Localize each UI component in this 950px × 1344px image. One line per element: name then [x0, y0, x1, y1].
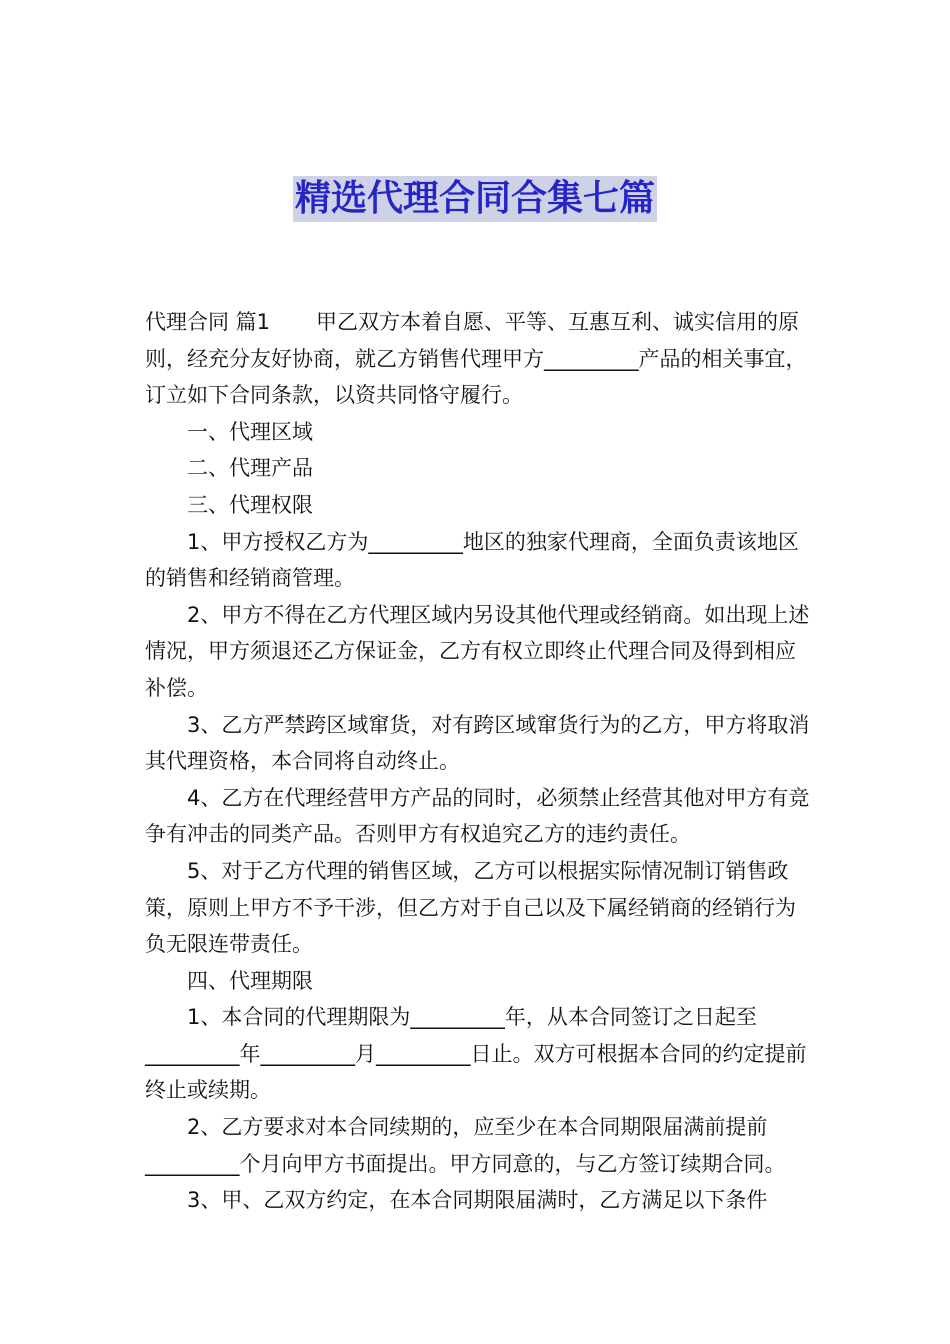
term-clause-3: 3、甲、乙双方约定，在本合同期限届满时，乙方满足以下条件 [187, 1188, 768, 1213]
authority-clause-5: 5、对于乙方代理的销售区域，乙方可以根据实际情况制订销售政策，原则上甲方不予干涉，但乙方对于自己以及下属经销商的经销行为负无限连带责任。 [145, 858, 796, 957]
authority-clause-1: 1、甲方授权乙方为_________地区的独家代理商，全面负责该地区的销售和经销商管理。 [145, 529, 799, 591]
document-body [145, 304, 810, 1219]
contract-heading: 代理合同 篇1 [145, 310, 271, 334]
section-heading-authority: 三、代理权限 [187, 492, 313, 517]
section-heading-product: 二、代理产品 [187, 456, 313, 481]
document-title [0, 176, 950, 222]
term-clause-1: 1、本合同的代理期限为_________年，从本合同签订之日起至_________年_________月_________日止。双方可根据本合同的约定提前终止或续期。 [145, 1005, 807, 1103]
document-title-text: 精选代理合同合集七篇 [293, 176, 657, 222]
section-heading-term: 四、代理期限 [187, 968, 313, 993]
authority-clause-3: 3、乙方严禁跨区域窜货，对有跨区域窜货行为的乙方，甲方将取消其代理资格，本合同将自动终止。 [145, 712, 810, 774]
intro-text: 甲乙双方本着自愿、平等、互惠互利、诚实信用的原则，经充分友好协商，就乙方销售代理甲方_________产品的相关事宜，订立如下合同条款，以资共同恪守履行。 [145, 310, 807, 408]
section-heading-region: 一、代理区域 [187, 419, 313, 444]
authority-clause-2: 2、甲方不得在乙方代理区域内另设其他代理或经销商。如出现上述情况，甲方须退还乙方保证金，乙方有权立即终止代理合同及得到相应补偿。 [145, 602, 810, 700]
authority-clause-4: 4、乙方在代理经营甲方产品的同时，必须禁止经营其他对甲方有竞争有冲击的同类产品。否则甲方有权追究乙方的违约责任。 [145, 785, 810, 847]
term-clause-2: 2、乙方要求对本合同续期的，应至少在本合同期限届满前提前_________个月向甲方书面提出。甲方同意的，与乙方签订续期合同。 [145, 1115, 786, 1176]
intro-paragraph [145, 304, 810, 414]
